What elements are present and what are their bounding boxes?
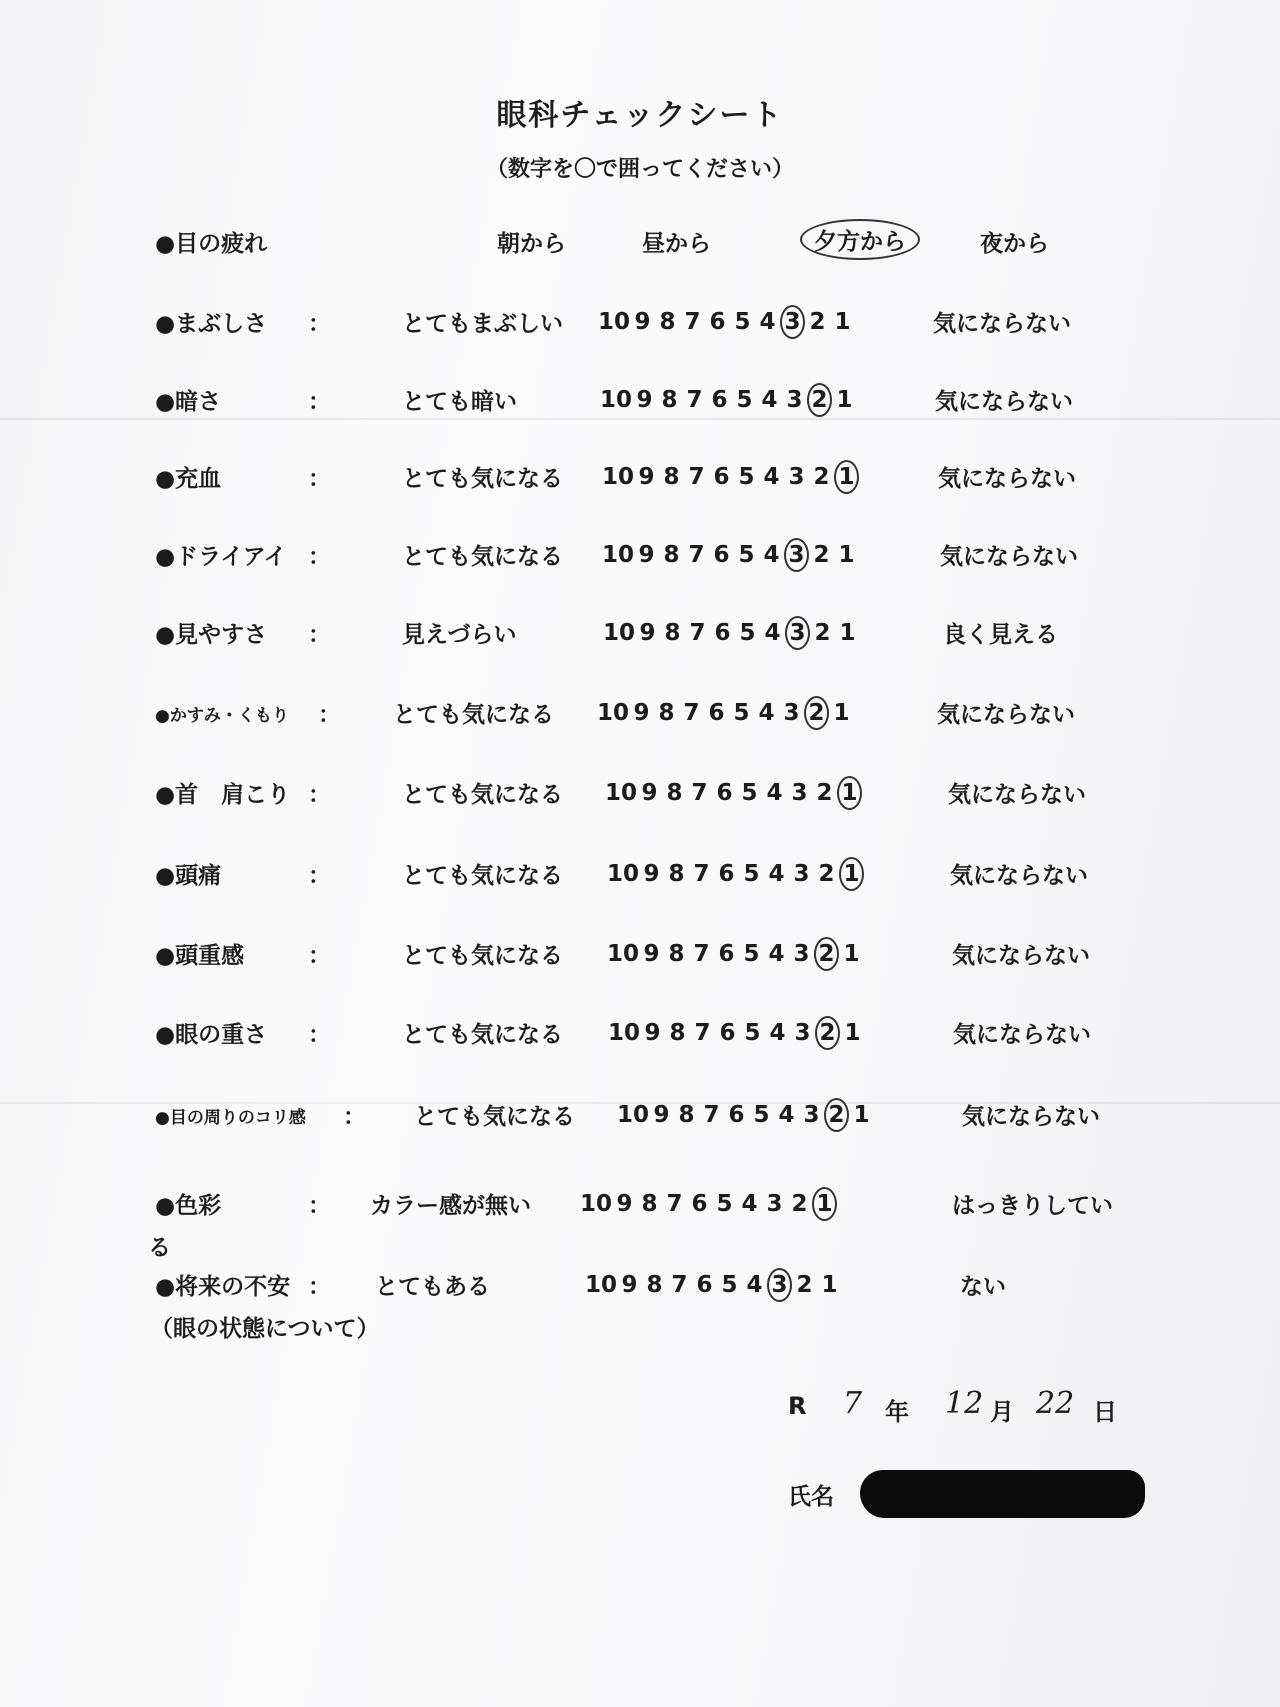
scale-number[interactable]: 8 [678, 1102, 695, 1128]
date-day-unit: 日 [1093, 1398, 1117, 1426]
item-label: ●頭重感 [155, 943, 245, 969]
scale-number[interactable]: 6 [716, 780, 733, 806]
scale-number[interactable]: 1 [834, 309, 851, 335]
scale-number[interactable]: 8 [663, 542, 680, 568]
wrapped-text: る [148, 1235, 171, 1261]
scale-number[interactable]: 7 [688, 464, 705, 490]
scale-number[interactable]: 5 [733, 700, 750, 726]
scale-number[interactable]: 1 [839, 620, 856, 646]
scale-number[interactable]: 3 [766, 1191, 783, 1217]
rating-scale [603, 616, 860, 650]
scale-number[interactable]: 8 [668, 941, 685, 967]
scale-number[interactable]: 10 [597, 700, 630, 726]
item-label: ●眼の重さ [155, 1022, 268, 1048]
scale-low-anchor: 気にならない [953, 1022, 1091, 1048]
scale-number-circled[interactable]: 1 [812, 1187, 837, 1221]
scale-number-circled[interactable]: 3 [785, 616, 810, 650]
scale-number[interactable]: 9 [636, 387, 653, 413]
scale-number[interactable]: 7 [691, 780, 708, 806]
sheet-title: 眼科チェックシート [496, 98, 784, 133]
scale-number[interactable]: 6 [696, 1272, 713, 1298]
scale-number[interactable]: 5 [753, 1102, 770, 1128]
scale-low-anchor: 気にならない [962, 1104, 1100, 1130]
scale-number[interactable]: 3 [803, 1102, 820, 1128]
scale-number[interactable]: 2 [814, 620, 831, 646]
rating-row [0, 937, 1280, 977]
item-label: ●暗さ [155, 389, 222, 415]
scale-number[interactable]: 6 [719, 1020, 736, 1046]
scale-number[interactable]: 5 [736, 387, 753, 413]
scale-number[interactable]: 6 [728, 1102, 745, 1128]
rating-row [0, 616, 1280, 656]
scale-low-anchor: 気にならない [948, 782, 1086, 808]
rating-row [0, 1268, 1280, 1342]
rating-scale [607, 937, 864, 971]
rating-scale [605, 776, 862, 810]
scale-number[interactable]: 2 [791, 1191, 808, 1217]
scale-number[interactable]: 9 [616, 1191, 633, 1217]
item-colon: ： [308, 466, 331, 492]
rating-scale [597, 696, 854, 730]
scale-number[interactable]: 10 [580, 1191, 613, 1217]
item-colon: ： [308, 943, 331, 969]
eye-fatigue-label: ●目の疲れ [155, 231, 268, 257]
scale-number-circled[interactable]: 3 [784, 538, 809, 572]
scale-number[interactable]: 9 [639, 620, 656, 646]
scale-number[interactable]: 1 [838, 542, 855, 568]
scale-number[interactable]: 4 [768, 861, 785, 887]
option-morning[interactable]: 朝から [497, 231, 566, 257]
scale-number[interactable]: 3 [791, 780, 808, 806]
scale-number[interactable]: 2 [796, 1272, 813, 1298]
scale-number-circled[interactable]: 1 [839, 857, 864, 891]
scale-number[interactable]: 4 [761, 387, 778, 413]
date-line [0, 1386, 1280, 1432]
rating-scale [600, 383, 857, 417]
scale-number[interactable]: 2 [818, 861, 835, 887]
scale-number-circled[interactable]: 1 [834, 460, 859, 494]
scale-number[interactable]: 8 [641, 1191, 658, 1217]
item-label: ●色彩 [155, 1193, 222, 1219]
scale-number[interactable]: 10 [600, 387, 633, 413]
scale-number[interactable]: 9 [634, 309, 651, 335]
name-label: 氏名 [788, 1484, 834, 1510]
rating-row [0, 1016, 1280, 1056]
rating-scale [598, 305, 855, 339]
scale-high-anchor: とても気になる [402, 782, 563, 808]
scale-number[interactable]: 9 [638, 542, 655, 568]
rating-row [0, 460, 1280, 500]
scale-number[interactable]: 5 [738, 464, 755, 490]
date-month-handwritten: 12 [945, 1386, 984, 1421]
item-colon: ： [308, 863, 331, 889]
scale-number[interactable]: 5 [734, 309, 751, 335]
scale-number[interactable]: 10 [607, 861, 640, 887]
scale-number[interactable]: 3 [783, 700, 800, 726]
scale-number[interactable]: 7 [688, 542, 705, 568]
scale-number[interactable]: 7 [694, 1020, 711, 1046]
scale-number[interactable]: 10 [602, 464, 635, 490]
scale-number[interactable]: 7 [666, 1191, 683, 1217]
scale-number[interactable]: 10 [605, 780, 638, 806]
scale-number[interactable]: 5 [743, 941, 760, 967]
scale-number[interactable]: 4 [763, 542, 780, 568]
item-label: ●ドライアイ [155, 544, 287, 570]
scale-number[interactable]: 2 [809, 309, 826, 335]
item-colon: ： [308, 544, 331, 570]
item-colon: ： [308, 389, 331, 415]
scale-number-circled[interactable]: 2 [824, 1098, 849, 1132]
item-colon: ： [343, 1104, 366, 1130]
scale-number[interactable]: 6 [711, 387, 728, 413]
scale-high-anchor: とても気になる [402, 466, 563, 492]
date-month-unit: 月 [990, 1398, 1014, 1426]
item-colon: ： [308, 1274, 331, 1300]
redacted-name-mark [860, 1470, 1145, 1518]
item-colon: ： [318, 702, 341, 728]
scale-low-anchor: ない [960, 1274, 1006, 1300]
name-line [0, 1470, 1280, 1530]
date-era: R [788, 1392, 807, 1420]
scale-number[interactable]: 8 [658, 700, 675, 726]
scale-number[interactable]: 7 [684, 309, 701, 335]
scale-number[interactable]: 8 [669, 1020, 686, 1046]
rating-row [0, 696, 1280, 736]
scale-number[interactable]: 3 [786, 387, 803, 413]
scale-number[interactable]: 4 [768, 941, 785, 967]
scale-number[interactable]: 8 [663, 464, 680, 490]
item-label: ●かすみ・くもり [155, 706, 289, 726]
scale-number[interactable]: 1 [833, 700, 850, 726]
scale-high-anchor: とても気になる [402, 544, 563, 570]
scale-number[interactable]: 8 [666, 780, 683, 806]
eye-fatigue-row [0, 225, 1280, 265]
scale-number[interactable]: 10 [603, 620, 636, 646]
item-label: ●首 肩こり [155, 782, 291, 808]
scale-number[interactable]: 5 [744, 1020, 761, 1046]
scale-number[interactable]: 7 [703, 1102, 720, 1128]
scale-high-anchor: とても気になる [402, 863, 563, 889]
scale-low-anchor: 気にならない [937, 702, 1075, 728]
scale-number-circled[interactable]: 1 [837, 776, 862, 810]
scale-high-anchor: とてもある [375, 1274, 490, 1300]
rating-row [0, 1187, 1280, 1261]
scale-number-circled[interactable]: 2 [815, 1016, 840, 1050]
scale-number[interactable]: 4 [759, 309, 776, 335]
scale-number[interactable]: 5 [738, 542, 755, 568]
rating-scale [602, 538, 859, 572]
scale-number[interactable]: 3 [793, 941, 810, 967]
scale-low-anchor: 気にならない [952, 943, 1090, 969]
scale-number[interactable]: 3 [788, 464, 805, 490]
scale-number[interactable]: 2 [813, 542, 830, 568]
scale-number[interactable]: 2 [816, 780, 833, 806]
scale-number[interactable]: 4 [769, 1020, 786, 1046]
scale-number[interactable]: 6 [713, 464, 730, 490]
rating-scale [585, 1268, 842, 1302]
scale-number[interactable]: 6 [691, 1191, 708, 1217]
scale-number[interactable]: 10 [585, 1272, 618, 1298]
rating-scale [608, 1016, 865, 1050]
item-colon: ： [308, 1193, 331, 1219]
item-colon: ： [308, 311, 331, 337]
scale-number[interactable]: 4 [758, 700, 775, 726]
scale-number[interactable]: 7 [693, 861, 710, 887]
option-noon[interactable]: 昼から [642, 231, 711, 257]
item-colon: ： [308, 1022, 331, 1048]
scale-low-anchor: 気にならない [935, 389, 1073, 415]
scale-low-anchor: 気にならない [933, 311, 1071, 337]
rating-row [0, 383, 1280, 423]
scale-number[interactable]: 6 [714, 620, 731, 646]
scale-number[interactable]: 10 [607, 941, 640, 967]
scale-number[interactable]: 5 [743, 861, 760, 887]
scale-low-anchor: はっきりしてい [952, 1193, 1113, 1219]
scale-number[interactable]: 1 [853, 1102, 870, 1128]
option-night[interactable]: 夜から [980, 231, 1049, 257]
scale-number[interactable]: 10 [602, 542, 635, 568]
scale-number[interactable]: 5 [716, 1191, 733, 1217]
date-day-handwritten: 22 [1036, 1386, 1075, 1421]
scale-number[interactable]: 8 [646, 1272, 663, 1298]
sheet-instructions: （数字を〇で囲ってください） [485, 157, 794, 182]
scale-low-anchor: 気にならない [938, 466, 1076, 492]
rating-row [0, 538, 1280, 578]
item-colon: ： [308, 782, 331, 808]
item-note: （眼の状態について） [150, 1316, 380, 1342]
scale-number[interactable]: 10 [608, 1020, 641, 1046]
scale-number[interactable]: 9 [621, 1272, 638, 1298]
scale-low-anchor: 良く見える [943, 622, 1058, 648]
scale-number[interactable]: 8 [664, 620, 681, 646]
scale-number[interactable]: 3 [793, 861, 810, 887]
scale-number[interactable]: 4 [778, 1102, 795, 1128]
scale-number[interactable]: 7 [671, 1272, 688, 1298]
scale-number[interactable]: 10 [598, 309, 631, 335]
scale-number[interactable]: 7 [683, 700, 700, 726]
scale-number[interactable]: 4 [766, 780, 783, 806]
option-evening-circled[interactable]: 夕方から [800, 219, 920, 260]
scale-high-anchor: とても気になる [402, 1022, 563, 1048]
scale-number[interactable]: 7 [689, 620, 706, 646]
item-label: ●目の周りのコリ感 [155, 1108, 306, 1128]
scale-high-anchor: 見えづらい [402, 622, 517, 648]
scale-number[interactable]: 4 [741, 1191, 758, 1217]
scale-number[interactable]: 1 [821, 1272, 838, 1298]
rating-row [0, 857, 1280, 897]
scale-number[interactable]: 4 [746, 1272, 763, 1298]
item-label: ●将来の不安 [155, 1274, 291, 1300]
scale-number[interactable]: 7 [693, 941, 710, 967]
scale-number[interactable]: 2 [813, 464, 830, 490]
item-label: ●まぶしさ [155, 311, 268, 337]
scale-number[interactable]: 9 [644, 1020, 661, 1046]
scale-high-anchor: カラー感が無い [370, 1193, 531, 1219]
scale-high-anchor: とても暗い [402, 389, 517, 415]
scale-low-anchor: 気にならない [950, 863, 1088, 889]
rating-scale [617, 1098, 874, 1132]
scale-number-circled[interactable]: 2 [814, 937, 839, 971]
scale-number[interactable]: 5 [739, 620, 756, 646]
date-year-handwritten: 7 [843, 1386, 863, 1421]
scale-number[interactable]: 9 [643, 941, 660, 967]
scale-number[interactable]: 5 [721, 1272, 738, 1298]
scale-number[interactable]: 9 [643, 861, 660, 887]
rating-scale [580, 1187, 837, 1221]
rating-scale [602, 460, 859, 494]
scale-number[interactable]: 8 [668, 861, 685, 887]
scale-number[interactable]: 1 [843, 941, 860, 967]
rating-row [0, 1098, 1280, 1138]
scale-high-anchor: とてもまぶしい [402, 311, 563, 337]
scale-number[interactable]: 1 [836, 387, 853, 413]
scale-low-anchor: 気にならない [940, 544, 1078, 570]
scale-high-anchor: とても気になる [393, 702, 554, 728]
scale-number[interactable]: 3 [794, 1020, 811, 1046]
scale-number[interactable]: 6 [718, 861, 735, 887]
scale-number-circled[interactable]: 2 [804, 696, 829, 730]
scale-number[interactable]: 9 [633, 700, 650, 726]
scale-number[interactable]: 8 [659, 309, 676, 335]
scale-high-anchor: とても気になる [402, 943, 563, 969]
item-label: ●充血 [155, 466, 222, 492]
scale-number[interactable]: 6 [718, 941, 735, 967]
scale-number[interactable]: 6 [713, 542, 730, 568]
item-colon: ： [308, 622, 331, 648]
scale-number-circled[interactable]: 2 [807, 383, 832, 417]
scale-number[interactable]: 9 [641, 780, 658, 806]
scale-number[interactable]: 5 [741, 780, 758, 806]
scale-number[interactable]: 4 [763, 464, 780, 490]
rating-row [0, 305, 1280, 345]
date-year-unit: 年 [885, 1398, 909, 1426]
scale-number[interactable]: 1 [844, 1020, 861, 1046]
scale-number[interactable]: 9 [653, 1102, 670, 1128]
item-label: ●見やすさ [155, 622, 268, 648]
scale-number[interactable]: 7 [686, 387, 703, 413]
scale-number-circled[interactable]: 3 [780, 305, 805, 339]
scale-number[interactable]: 6 [708, 700, 725, 726]
scale-number[interactable]: 10 [617, 1102, 650, 1128]
scale-number[interactable]: 6 [709, 309, 726, 335]
scale-number[interactable]: 4 [764, 620, 781, 646]
scale-number-circled[interactable]: 3 [767, 1268, 792, 1302]
scale-number[interactable]: 9 [638, 464, 655, 490]
rating-row [0, 776, 1280, 816]
scale-high-anchor: とても気になる [414, 1104, 575, 1130]
rating-scale [607, 857, 864, 891]
scale-number[interactable]: 8 [661, 387, 678, 413]
item-label: ●頭痛 [155, 863, 222, 889]
